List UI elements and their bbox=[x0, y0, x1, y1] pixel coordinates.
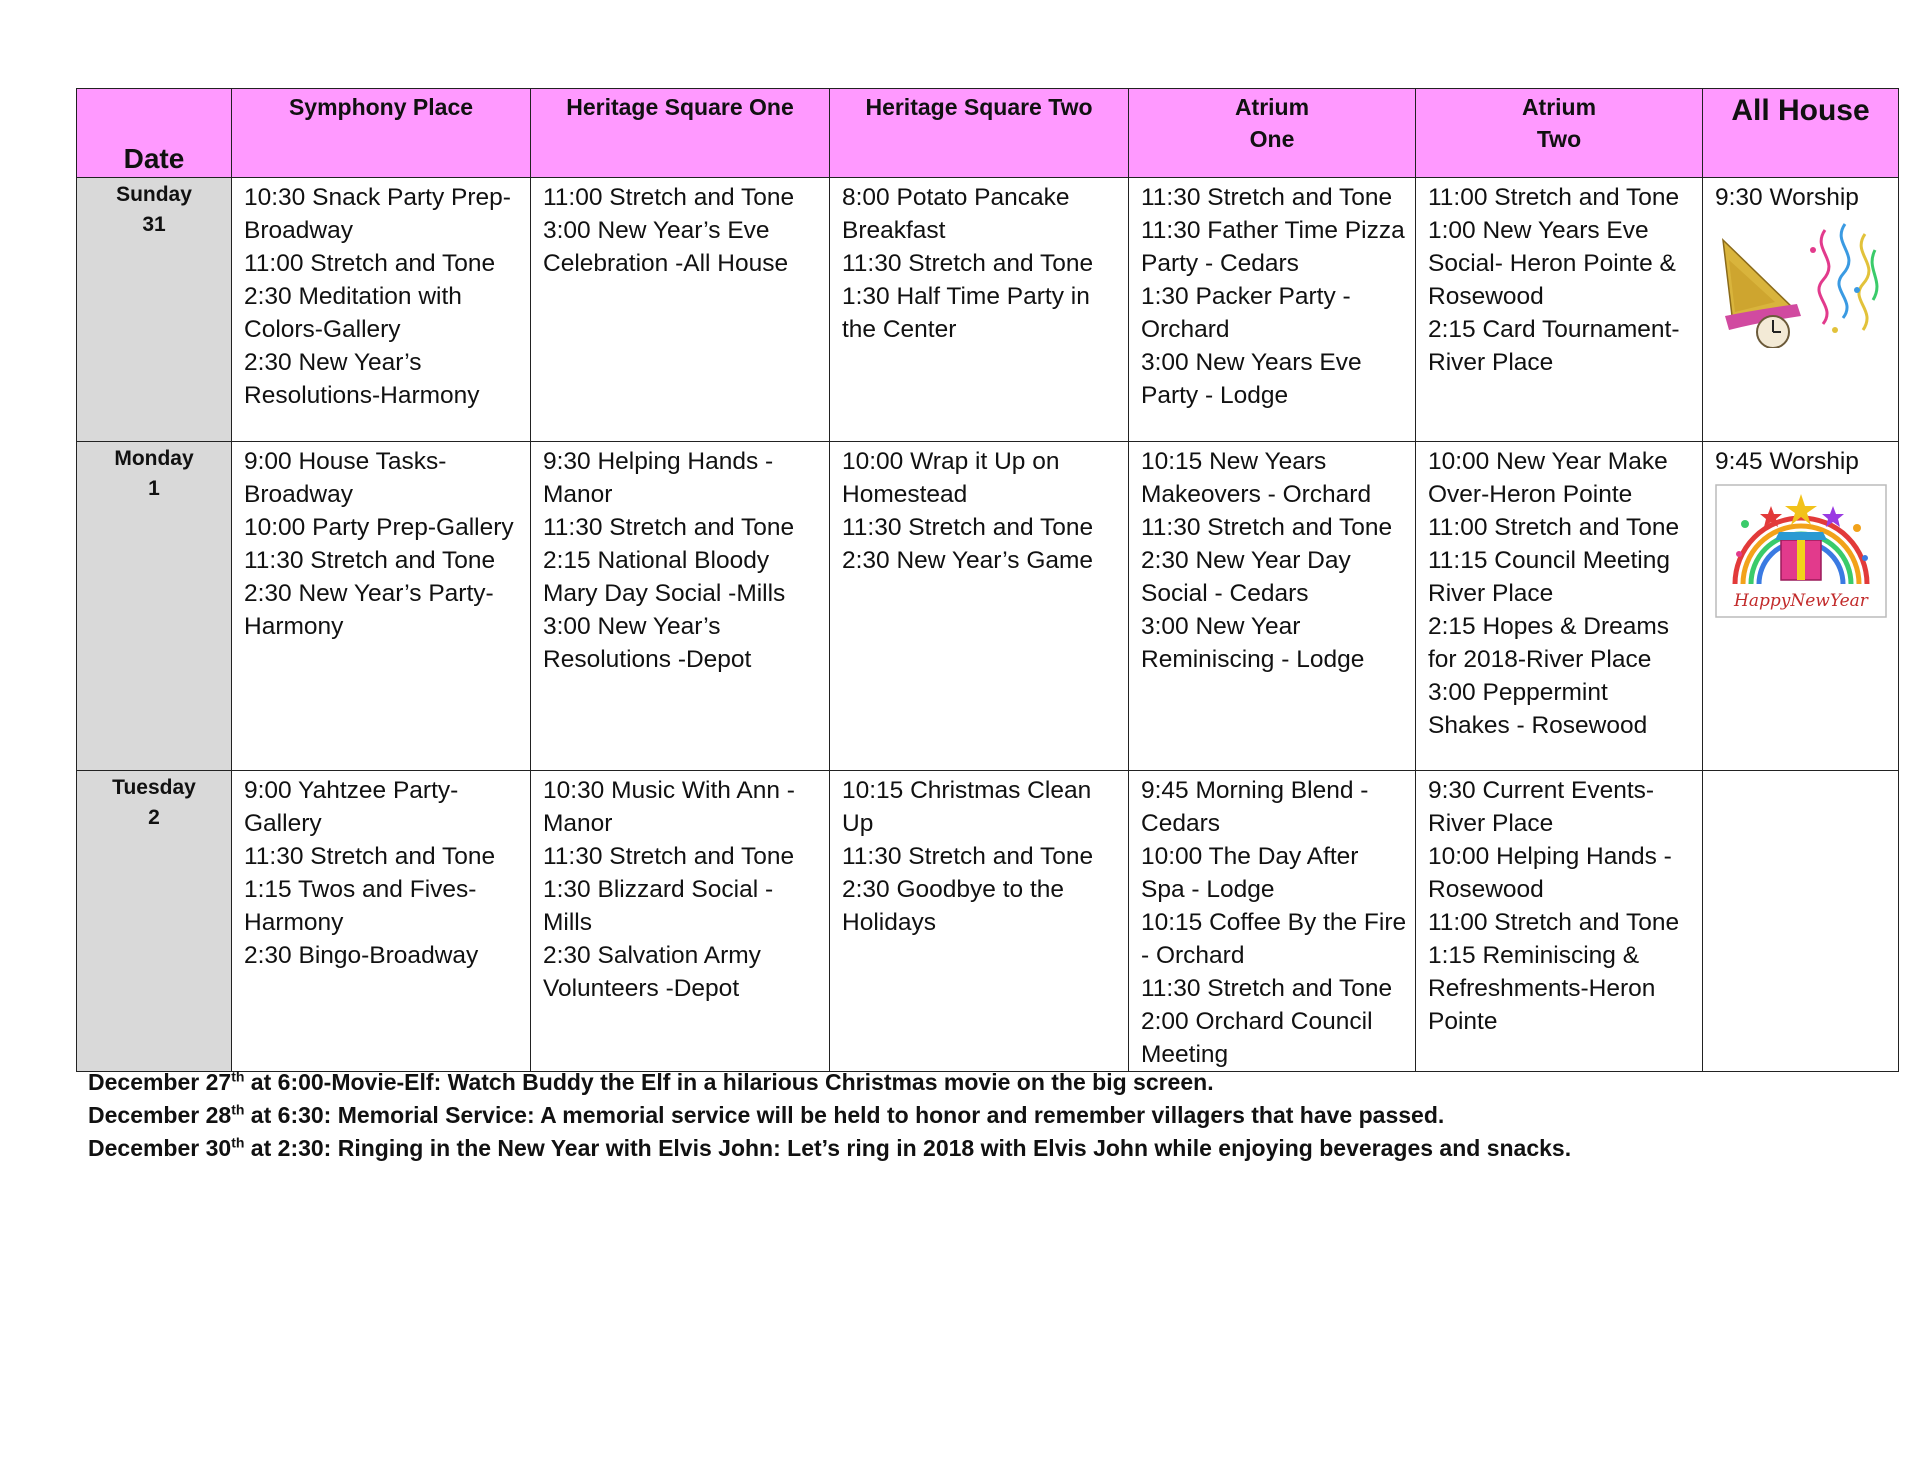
event-item: 11:30 Stretch and Tone bbox=[244, 843, 496, 870]
heritage-two-events-tuesday bbox=[830, 771, 1129, 1072]
atrium-one-header-line1: Atrium bbox=[1234, 94, 1310, 120]
day-number: 31 bbox=[142, 213, 166, 236]
note-text: at 6:00-Movie-Elf: Watch Buddy the Elf in a hilarious Christmas movie on the big screen. bbox=[244, 1069, 1214, 1095]
event-item: 3:00 New Year Reminiscing - Lodge bbox=[1141, 613, 1365, 673]
event-item: 9:00 Yahtzee Party-Gallery bbox=[244, 777, 459, 837]
event-item: 11:30 Stretch and Tone bbox=[1141, 514, 1393, 541]
heritage-square-one-header: Heritage Square One bbox=[531, 89, 830, 178]
event-item: 2:15 National Bloody Mary Day Social -Mills bbox=[543, 547, 786, 607]
event-item: 2:30 Meditation with Colors-Gallery bbox=[244, 283, 462, 343]
symphony-events-monday bbox=[232, 442, 531, 771]
note-text: at 2:30: Ringing in the New Year with Elvis John: Let’s ring in 2018 with Elvis John while enjoying beverages and snacks. bbox=[244, 1135, 1572, 1161]
atrium-two-events-sunday bbox=[1416, 178, 1703, 442]
atrium-one-events-monday bbox=[1129, 442, 1416, 771]
event-item: 11:30 Stretch and Tone bbox=[543, 514, 795, 541]
atrium-two-header-line2: Two bbox=[1536, 126, 1582, 152]
atrium-two-header-line1: Atrium bbox=[1521, 94, 1597, 120]
event-item: 2:00 Orchard Council Meeting bbox=[1141, 1008, 1373, 1068]
event-item: 9:00 House Tasks-Broadway bbox=[244, 448, 447, 508]
activity-calendar-table bbox=[76, 88, 1899, 1072]
event-item: 9:45 Worship bbox=[1715, 448, 1859, 475]
day-number: 1 bbox=[148, 477, 160, 500]
date-cell-sunday bbox=[77, 178, 232, 442]
event-item: 2:30 New Year’s Party-Harmony bbox=[244, 580, 494, 640]
note-item bbox=[88, 1066, 1571, 1099]
event-item: 10:15 Christmas Clean Up bbox=[842, 777, 1092, 837]
event-item: 2:30 Goodbye to the Holidays bbox=[842, 876, 1065, 936]
atrium-one-header bbox=[1129, 89, 1416, 178]
event-item: 11:15 Council Meeting River Place bbox=[1428, 547, 1670, 607]
day-name: Sunday bbox=[116, 183, 192, 206]
event-item: 10:00 The Day After Spa - Lodge bbox=[1141, 843, 1359, 903]
atrium-one-header-line2: One bbox=[1249, 126, 1295, 152]
event-item: 2:30 Bingo-Broadway bbox=[244, 942, 479, 969]
event-item: 10:00 New Year Make Over-Heron Pointe bbox=[1428, 448, 1668, 508]
date-cell-tuesday bbox=[77, 771, 232, 1072]
event-item: 11:00 Stretch and Tone bbox=[1428, 184, 1680, 211]
event-item: 11:30 Stretch and Tone bbox=[842, 250, 1094, 277]
day-number: 2 bbox=[148, 806, 160, 829]
event-item: 11:00 Stretch and Tone bbox=[244, 250, 496, 277]
event-item: 11:00 Stretch and Tone bbox=[1428, 909, 1680, 936]
note-date: December 30 bbox=[88, 1135, 232, 1161]
event-item: 1:30 Packer Party - Orchard bbox=[1141, 283, 1351, 343]
event-item: 10:30 Snack Party Prep-Broadway bbox=[244, 184, 511, 244]
note-date-suffix: th bbox=[231, 1101, 245, 1118]
party-hat-clock-streamers-icon bbox=[1715, 220, 1887, 348]
svg-text:HappyNewYear: HappyNewYear bbox=[1734, 591, 1868, 611]
atrium-one-events-tuesday bbox=[1129, 771, 1416, 1072]
event-item: 3:00 Peppermint Shakes - Rosewood bbox=[1428, 679, 1648, 739]
event-item: 3:00 New Year’s Resolutions -Depot bbox=[543, 613, 752, 673]
event-item: 10:15 Coffee By the Fire - Orchard bbox=[1141, 909, 1407, 969]
heritage-two-events-sunday bbox=[830, 178, 1129, 442]
heritage-one-events-tuesday bbox=[531, 771, 830, 1072]
event-item: 1:15 Reminiscing & Refreshments-Heron Pointe bbox=[1428, 942, 1656, 1035]
note-item bbox=[88, 1132, 1571, 1165]
happy-new-year-gift-icon bbox=[1715, 484, 1887, 618]
all-house-events-sunday bbox=[1703, 178, 1899, 442]
event-item: 10:30 Music With Ann -Manor bbox=[543, 777, 795, 837]
date-column-header: Date bbox=[77, 89, 232, 178]
event-item: 11:00 Stretch and Tone bbox=[543, 184, 795, 211]
event-item: 1:30 Blizzard Social -Mills bbox=[543, 876, 774, 936]
event-item: 11:30 Stretch and Tone bbox=[244, 547, 496, 574]
event-item: 3:00 New Year’s Eve Celebration -All House bbox=[543, 217, 789, 277]
event-item: 2:15 Card Tournament-River Place bbox=[1428, 316, 1680, 376]
day-name: Monday bbox=[114, 447, 194, 470]
event-item: 11:30 Stretch and Tone bbox=[842, 843, 1094, 870]
event-item: 10:15 New Years Makeovers - Orchard bbox=[1141, 448, 1372, 508]
event-item: 11:30 Stretch and Tone bbox=[842, 514, 1094, 541]
note-item bbox=[88, 1099, 1571, 1132]
heritage-square-two-header: Heritage Square Two bbox=[830, 89, 1129, 178]
event-item: 11:00 Stretch and Tone bbox=[1428, 514, 1680, 541]
note-text: at 6:30: Memorial Service: A memorial service will be held to honor and remember villagers that have passed. bbox=[244, 1102, 1445, 1128]
event-item: 9:30 Helping Hands -Manor bbox=[543, 448, 774, 508]
event-item: 3:00 New Years Eve Party - Lodge bbox=[1141, 349, 1362, 409]
event-item: 11:30 Father Time Pizza Party - Cedars bbox=[1141, 217, 1405, 277]
event-item: 2:30 New Year’s Game bbox=[842, 547, 1094, 574]
note-date: December 28 bbox=[88, 1102, 232, 1128]
note-date-suffix: th bbox=[231, 1068, 245, 1085]
event-item: 11:30 Stretch and Tone bbox=[1141, 975, 1393, 1002]
atrium-two-events-monday bbox=[1416, 442, 1703, 771]
event-item: 2:30 New Year Day Social - Cedars bbox=[1141, 547, 1351, 607]
symphony-events-tuesday bbox=[232, 771, 531, 1072]
date-cell-monday bbox=[77, 442, 232, 771]
event-item: 1:30 Half Time Party in the Center bbox=[842, 283, 1090, 343]
calendar-row-tuesday bbox=[77, 771, 1899, 1072]
event-item: 8:00 Potato Pancake Breakfast bbox=[842, 184, 1070, 244]
event-item: 9:30 Current Events-River Place bbox=[1428, 777, 1655, 837]
calendar-row-monday bbox=[77, 442, 1899, 771]
atrium-two-events-tuesday bbox=[1416, 771, 1703, 1072]
event-item: 2:15 Hopes & Dreams for 2018-River Place bbox=[1428, 613, 1670, 673]
symphony-events-sunday bbox=[232, 178, 531, 442]
event-item: 1:00 New Years Eve Social- Heron Pointe & Rosewood bbox=[1428, 217, 1676, 310]
note-date-suffix: th bbox=[231, 1134, 245, 1151]
day-name: Tuesday bbox=[112, 776, 196, 799]
event-item: 9:45 Morning Blend -Cedars bbox=[1141, 777, 1369, 837]
event-item: 2:30 New Year’s Resolutions-Harmony bbox=[244, 349, 480, 409]
calendar-row-sunday bbox=[77, 178, 1899, 442]
event-item: 10:00 Wrap it Up on Homestead bbox=[842, 448, 1060, 508]
heritage-two-events-monday bbox=[830, 442, 1129, 771]
all-house-events-tuesday bbox=[1703, 771, 1899, 1072]
all-house-header: All House bbox=[1703, 89, 1899, 178]
event-item: 11:30 Stretch and Tone bbox=[1141, 184, 1393, 211]
note-date: December 27 bbox=[88, 1069, 232, 1095]
header-row bbox=[77, 89, 1899, 178]
event-notes bbox=[88, 1066, 1571, 1165]
event-item: 9:30 Worship bbox=[1715, 184, 1859, 211]
atrium-two-header bbox=[1416, 89, 1703, 178]
heritage-one-events-sunday bbox=[531, 178, 830, 442]
symphony-place-header: Symphony Place bbox=[232, 89, 531, 178]
atrium-one-events-sunday bbox=[1129, 178, 1416, 442]
event-item: 10:00 Helping Hands -Rosewood bbox=[1428, 843, 1672, 903]
event-item: 1:15 Twos and Fives-Harmony bbox=[244, 876, 477, 936]
heritage-one-events-monday bbox=[531, 442, 830, 771]
event-item: 10:00 Party Prep-Gallery bbox=[244, 514, 514, 541]
event-item: 11:30 Stretch and Tone bbox=[543, 843, 795, 870]
all-house-events-monday bbox=[1703, 442, 1899, 771]
event-item: 2:30 Salvation Army Volunteers -Depot bbox=[543, 942, 761, 1002]
